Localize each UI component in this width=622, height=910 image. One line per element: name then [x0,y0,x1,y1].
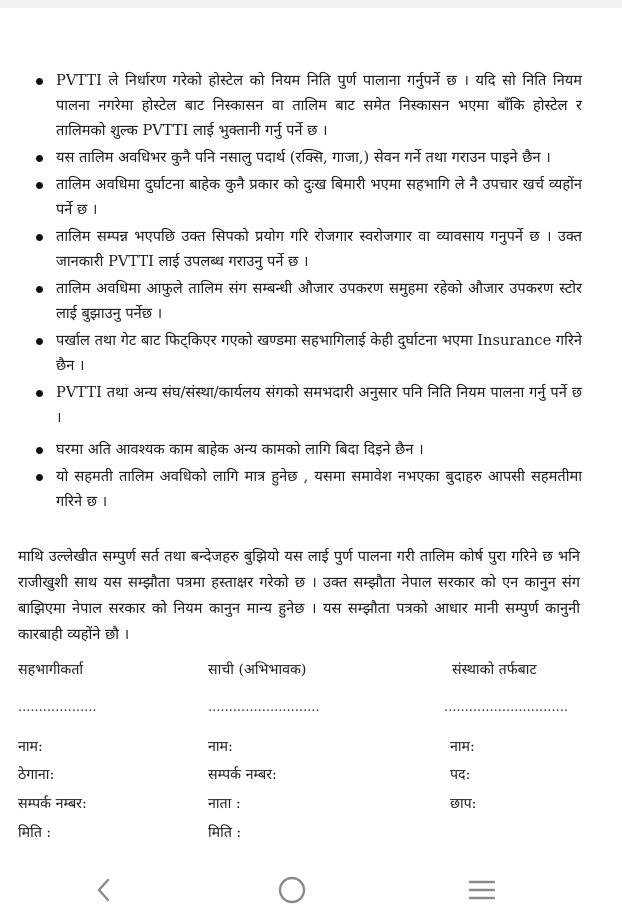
rule-item: तालिम सम्पन्न भएपछि उक्त सिपको प्रयोग गरि रोजगार स्वरोजगार वा व्यावसाय गनुपर्ने छ । उक्त जानकारी PVTTI लाई उपलब्ध गराउनु पर्ने छ । [34,224,582,274]
organization-position-label: पद: [450,767,471,783]
rule-item: तालिम अवधिमा आफुले तालिम संग सम्बन्धी औजार उपकरण समुहमा रहेको औजार उपकरण स्टोर लाई बुझाउनु पर्नेछ । [34,276,582,326]
organization-name-label: नाम: [450,739,475,755]
menu-lines-icon [467,877,497,903]
top-status-strip [0,0,622,8]
participant-address-label: ठेगाना: [18,767,55,783]
organization-stamp-label: छाप: [450,796,477,812]
rule-item: पर्खाल तथा गेट बाट फिट्किएर गएको खण्डमा सहभागिलाई केही दुर्घाटना भएमा Insurance गरिने छैन । [34,328,582,378]
rule-item: PVTTI तथा अन्य संघ/संस्था/कार्यलय संगको समभदारी अनुसार पनि निति नियम पालना गर्नु पर्ने छ । [34,380,582,430]
home-circle-icon [276,874,308,906]
guardian-relation-label: नाता : [208,796,241,812]
guardian-signature-line: ........................... [208,700,320,715]
agreement-paragraph: माथि उल्लेखीत सम्पुर्ण सर्त तथा बन्देजहरु बुझियो यस लाई पुर्ण पालना गरी तालिम कोर्ष पुरा गरिने छ भनि राजीखुशी साथ यस सम्झौता पत्रमा हस्ताक्षर गरेको छ । उक्त सम्झौता नेपाल सरकार को एन कानुन संग बाझिएमा नेपाल सरकार को नियम कानुन मान्य हुनेछ । यस सम्झौता पत्रको आधार मानी सम्पुर्ण कानुनी कारबाही व्यहोंने छौ । [18,548,580,643]
participant-date-label: मिति : [18,825,52,841]
guardian-contact-label: सम्पर्क नम्बर: [208,767,277,783]
rule-item: यो सहमती तालिम अवधिको लागि मात्र हुनेछ , यसमा समावेश नभएका बुदाहरु आपसी सहमतीमा गरिने छ । [34,464,582,514]
home-button[interactable] [272,872,312,908]
rule-item: यस तालिम अवधिभर कुनै पनि नसालु पदार्थ (रक्सि, गाजा,) सेवन गर्ने तथा गराउन पाइने छैन । [34,145,582,170]
participant-signature-line: ................... [18,700,97,715]
participant-name-label: नाम: [18,739,43,755]
rule-item: घरमा अति आवश्यक काम बाहेक अन्य कामको लागि बिदा दिइने छैन । [34,437,582,462]
rule-item: PVTTI ले निर्धारण गरेको होस्टेल को नियम निति पुर्ण पालाना गर्नुपर्ने छ । यदि सो निति नियम पालना नगरेमा होस्टेल बाट निस्कासन वा तालिम बाट समेत निस्कासन भएमा बाँकि होस्टेल र तालिमको शुल्क PVTTI लाई भुक्तानी गर्नु पर्ने छ । [34,68,582,143]
rule-item: तालिम अवधिमा दुर्घाटना बाहेक कुनै प्रकार को दुःख बिमारी भएमा सहभागि ले नै उपचार खर्च व्यहोंन पर्ने छ । [34,172,582,222]
organization-signature-line: .............................. [444,700,568,715]
system-navigation-bar [0,870,622,910]
participant-heading: सहभागीकर्ता [18,662,84,678]
guardian-heading: साची (अभिभावक) [208,662,307,678]
participant-contact-label: सम्पर्क नम्बर: [18,796,87,812]
back-button[interactable] [84,872,124,908]
recent-apps-button[interactable] [462,872,502,908]
guardian-date-label: मिति : [208,825,242,841]
back-chevron-icon [94,876,114,904]
guardian-name-label: नाम: [208,739,233,755]
organization-heading: संस्थाको तर्फबाट [452,662,537,678]
rules-list [34,68,582,516]
